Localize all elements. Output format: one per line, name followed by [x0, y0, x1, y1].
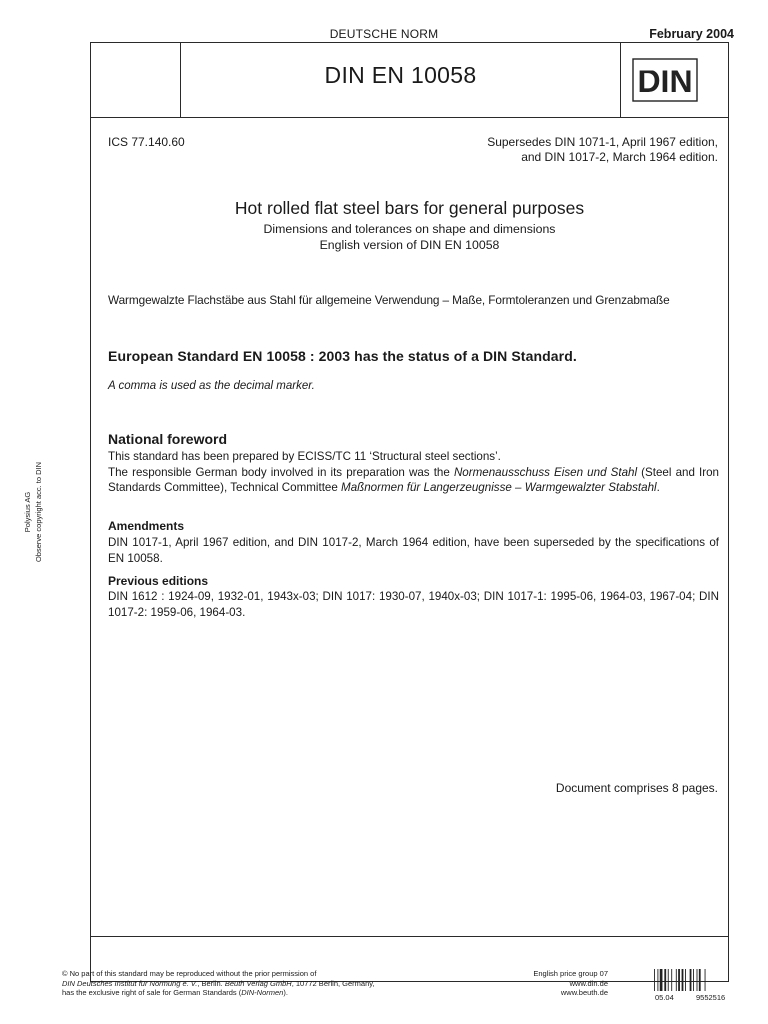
amendments-heading: Amendments: [108, 519, 185, 533]
foreword-paragraph-2: [108, 465, 719, 496]
barcode-bar: [654, 969, 655, 991]
header-divider: [90, 117, 729, 118]
din-logo: [632, 58, 698, 102]
supersedes-note: [487, 135, 718, 165]
din-institute: DIN Deutsches Institut für Normung e. V.: [62, 978, 198, 988]
barcode-bar: [705, 969, 706, 991]
barcode-bar: [697, 969, 698, 991]
barcode-bar: [690, 969, 692, 991]
document-title: Hot rolled flat steel bars for general purposes: [234, 198, 585, 218]
supersedes-line-1: Supersedes DIN 1071-1, April 1967 edition,: [487, 135, 718, 149]
copyright-side-note: [22, 412, 44, 612]
copyright-text: ).: [283, 988, 288, 997]
foreword-body: [108, 449, 719, 496]
barcode-bar: [664, 969, 666, 991]
copyright-line-1: © No part of this standard may be reproduced without the prior permission of: [62, 969, 317, 978]
foreword-text: (Steel and Iron Standards Committee), Technical Committee: [108, 465, 719, 494]
foreword-text: .: [656, 481, 660, 494]
barcode-bar: [671, 969, 672, 991]
amendments-body: DIN 1017-1, April 1967 edition, and DIN 1017-2, March 1964 edition, have been superseded by the specifications of EN 10058.: [108, 536, 719, 565]
technical-committee-name: Maßnormen für Langerzeugnisse – Warmgewalzter Stabstahl: [341, 481, 657, 494]
copyright-text: , 10772 Berlin, Germany,: [291, 978, 375, 988]
price-group: English price group 07: [533, 969, 608, 978]
supersedes-line-2: and DIN 1017-2, March 1964 edition.: [521, 150, 718, 164]
barcode-bar: [660, 969, 663, 991]
status-statement: European Standard EN 10058 : 2003 has the status of a DIN Standard.: [108, 348, 577, 364]
web-link-din[interactable]: www.din.de: [569, 978, 608, 988]
foreword-paragraph-1: This standard has been prepared by ECISS/TC 11 ‘Structural steel sections’.: [108, 450, 501, 463]
barcode-bar: [678, 969, 680, 991]
subtitle-line-2: English version of DIN EN 10058: [319, 237, 500, 252]
ics-code: ICS 77.140.60: [108, 135, 185, 149]
page-frame: [90, 42, 729, 982]
previous-editions-heading: Previous editions: [108, 574, 209, 588]
barcode-bar: [668, 969, 669, 991]
barcode-bar: [682, 969, 684, 991]
barcode-bar: [699, 969, 701, 991]
barcode-icon: [654, 969, 728, 991]
barcode-bar: [657, 969, 658, 991]
beuth-verlag: Beuth Verlag GmbH: [224, 978, 292, 988]
web-link-beuth[interactable]: www.beuth.de: [560, 988, 608, 997]
previous-editions-body: DIN 1612 : 1924-09, 1932-01, 1943x-03; DIN 1017: 1930-07, 1940x-03; DIN 1017-1: 1995-06, 1964-03, 1967-04; DIN 1017-2: 1959-06, 1964-03.: [108, 590, 719, 619]
document-number: DIN EN 10058: [324, 62, 477, 88]
foreword-text: The responsible German body involved in its preparation was the: [108, 465, 454, 479]
foreword-heading: National foreword: [108, 431, 228, 447]
document-subtitle: [90, 222, 729, 253]
copyright-text: , Berlin.: [197, 978, 225, 988]
side-line-1: Polysius AG: [23, 491, 32, 533]
page-count: Document comprises 8 pages.: [555, 781, 718, 795]
din-normen: DIN-Normen: [241, 988, 284, 997]
copyright-text: has the exclusive right of sale for German Standards (: [62, 988, 242, 997]
committee-name: Normenausschuss Eisen und Stahl: [453, 465, 638, 479]
footer-divider: [90, 936, 729, 937]
german-title: Warmgewalzte Flachstäbe aus Stahl für allgemeine Verwendung – Maße, Formtoleranzen und Grenzabmaße: [108, 293, 670, 307]
price-and-web: [533, 969, 608, 998]
barcode-date: 05.04: [655, 993, 674, 1002]
barcode-bar: [676, 969, 677, 991]
header-divider-right: [620, 42, 621, 117]
publication-date: February 2004: [649, 27, 734, 41]
barcode-bar: [685, 969, 686, 991]
copyright-notice: [62, 969, 462, 998]
barcode-number: 9552516: [696, 993, 726, 1002]
copyright-line-3: [62, 988, 462, 998]
copyright-line-2: [62, 979, 462, 989]
subtitle-line-1: Dimensions and tolerances on shape and dimensions: [263, 222, 556, 236]
side-line-2: Observe copyright acc. to DIN: [34, 461, 43, 563]
norm-label: DEUTSCHE NORM: [329, 27, 439, 41]
din-logo-text: DIN: [637, 63, 693, 99]
decimal-note: A comma is used as the decimal marker.: [108, 380, 315, 392]
barcode-bar: [693, 969, 694, 991]
